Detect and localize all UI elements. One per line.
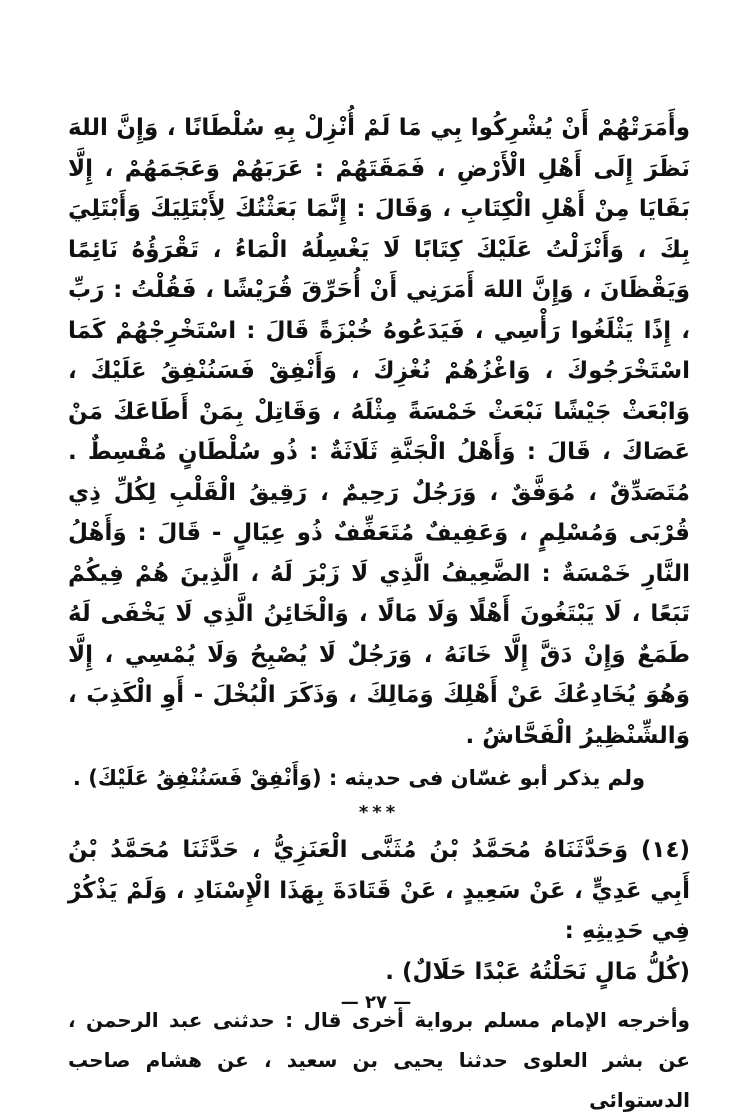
narrator-note [68,758,690,798]
page-body [68,108,690,1120]
page-number: — ٢٧ — [340,992,412,1013]
note-prefix: ولم يذكر أبو غسّان فى حديثه : [328,766,646,790]
section-separator: *** [358,802,400,823]
hadith-14-text: (١٤) وَحَدَّثَنَاهُ مُحَمَّدُ بْنُ مُثَنَّى الْعَنَزِيُّ ، حَدَّثَنَا مُحَمَّدُ بْنُ أَبِي عَدِيٍّ ، عَنْ سَعِيدٍ ، عَنْ قَتَادَةَ بِهَذَا الْإِسْنَادِ ، وَلَمْ يَذْكُرْ فِي حَدِيثِهِ : [68,837,690,944]
note-quote: (وَأَنْفِقْ فَسَنُنْفِقُ عَلَيْكَ) . [72,766,322,790]
commentary-text: وأخرجه الإمام مسلم برواية أخرى قال : حدثنى عبد الرحمن ، عن بشر العلوى حدثنا يحيى بن سعيد ، عن هشام صاحب الدستوائى [68,1007,690,1112]
hadith-14-quote: (كُلُّ مَالٍ نَحَلْتُهُ عَبْدًا حَلَالٌ) . [385,958,690,985]
hadith-main-text: وأَمَرَتْهُمْ أَنْ يُشْرِكُوا بِي مَا لَمْ أُنْزِلْ بِهِ سُلْطَانًا ، وَإِنَّ اللهَ نَظَرَ إِلَى أَهْلِ الْأَرْضِ ، فَمَقَتَهُمْ : عَرَبَهُمْ وَعَجَمَهُمْ ، إِلَّا بَقَايَا مِنْ أَهْلِ الْكِتَابِ ، وَقَالَ : إِنَّمَا بَعَثْتُكَ لِأَبْتَلِيَكَ وَأَبْتَلِيَ بِكَ ، وَأَنْزَلْتُ عَلَيْكَ كِتَابًا لَا يَغْسِلُهُ الْمَاءُ ، تَقْرَؤُهُ نَائِمًا وَيَقْظَانَ ، وَإِنَّ اللهَ أَمَرَنِي أَنْ أُحَرِّقَ قُرَيْشًا ، فَقُلْتُ : رَبِّ ، إِذًا يَثْلَغُوا رَأْسِي ، فَيَدَعُوهُ خُبْزَةً قَالَ : اسْتَخْرِجْهُمْ كَمَا اسْتَخْرَجُوكَ ، وَاغْزُهُمْ نُغْزِكَ ، وَأَنْفِقْ فَسَنُنْفِقُ عَلَيْكَ ، وَابْعَثْ جَيْشًا نَبْعَثْ خَمْسَةً مِثْلَهُ ، وَقَاتِلْ بِمَنْ أَطَاعَكَ مَنْ عَصَاكَ ، قَالَ : وَأَهْلُ الْجَنَّةِ ثَلَاثَةٌ : ذُو سُلْطَانٍ مُقْسِطٌ . مُتَصَدِّقٌ ، مُوَفَّقٌ ، وَرَجُلٌ رَحِيمٌ ، رَقِيقُ الْقَلْبِ لِكُلِّ ذِي قُرْبَى وَمُسْلِمٍ ، وَعَفِيفٌ مُتَعَفِّفٌ ذُو عِيَالٍ - قَالَ : وَأَهْلُ النَّارِ خَمْسَةٌ : الضَّعِيفُ الَّذِي لَا زَبْرَ لَهُ ، الَّذِينَ هُمْ فِيكُمْ تَبَعًا ، لَا يَبْتَغُونَ أَهْلًا وَلَا مَالًا ، وَالْخَائِنُ الَّذِي لَا يَخْفَى لَهُ طَمَعٌ وَإِنْ دَقَّ إِلَّا خَانَهُ ، وَرَجُلٌ لَا يُصْبِحُ وَلَا يُمْسِي ، إِلَّا وَهُوَ يُخَادِعُكَ عَنْ أَهْلِكَ وَمَالِكَ ، وَذَكَرَ الْبُخْلَ - أَوِ الْكَذِبَ ، وَالشِّنْظِيرُ الْفَحَّاشُ . [68,115,690,749]
